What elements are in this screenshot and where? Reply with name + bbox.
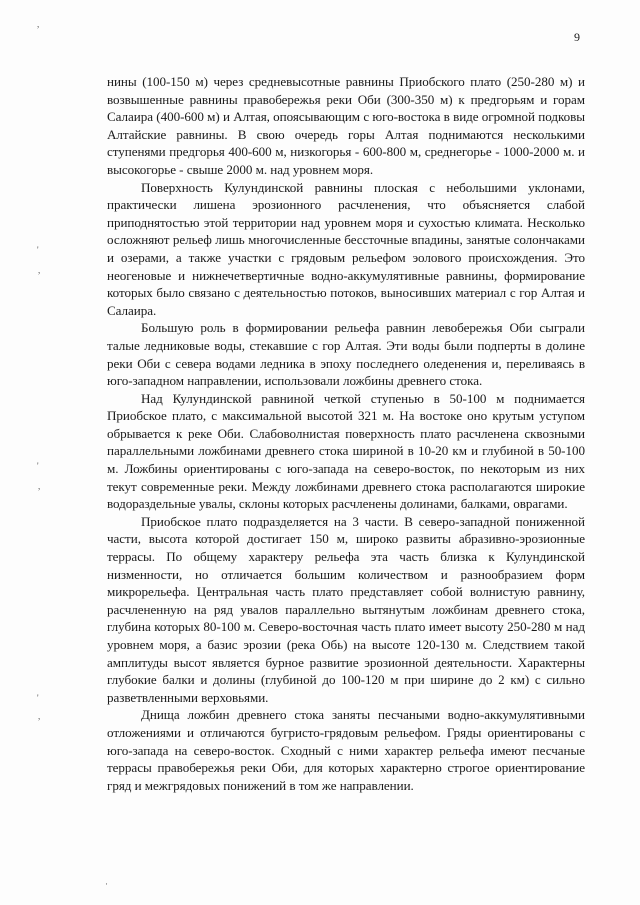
scan-mark: ' bbox=[37, 693, 39, 703]
paragraph-4: Над Кулундинской равниной четкой ступенью в 50-100 м поднимается Приобское плато, с максимальной высотой 321 м. На востоке оно крутым уступом обрывается к реке Оби. Слабоволнистая поверхность плато расчленена сквозными параллельными ложбинами древнего стока шириной в 10-20 км и глубиной в 50-100 м. Ложбины ориентированы с юго-запада на северо-восток, по некоторым из них текут современные реки. Между ложбинами древнего стока располагаются широкие водораздельные увалы, склоны которых расчленены долинами, балками, оврагами. bbox=[107, 390, 585, 512]
paragraph-2: Поверхность Кулундинской равнины плоская с небольшими уклонами, практически лишена эрозионного расчленения, что объясняется слабой приподнятостью этой территории над уровнем моря и сухостью климата. Несколько осложняют рельеф лишь многочисленные бессточные впадины, занятые солончаками и озерами, а также участки с грядовым рельефом эолового происхождения. Это неогеновые и нижнечетвертичные водно-аккумулятивные равнины, формирование которых было связано с деятельностью потоков, выносивших материал с гор Алтая и Салаира. bbox=[107, 179, 585, 318]
scan-mark: , bbox=[38, 265, 41, 275]
paragraph-6: Днища ложбин древнего стока заняты песчаными водно-аккумулятивными отложениями и отличаются бугристо-грядовым рельефом. Гряды ориентированы с юго-запада на северо-восток. Сходный с ними характер рельефа имеют песчаные террасы правобережья реки Оби, для которых характерно строгое ориентирование гряд и межгрядовых понижений в том же направлении. bbox=[107, 707, 585, 793]
page-number: 9 bbox=[574, 30, 580, 44]
paragraph-3: Большую роль в формировании рельефа равнин левобережья Оби сыграли талые ледниковые воды, стекавшие с гор Алтая. Эти воды были подперты в долине реки Оби с севера водами ледника в эпоху последнего оледенения и, переливаясь в юго-западном направлении, использовали ложбины древнего стока. bbox=[107, 320, 585, 389]
text-body bbox=[107, 73, 585, 794]
paragraph-1: нины (100-150 м) через средневысотные равнины Приобского плато (250-280 м) и возвышенные равнины правобережья реки Оби (300-350 м) к предгорьям и горам Салаира (400-600 м) и Алтая, опоясывающим с юго-востока в виде огромной подковы Алтайские равнины. В свою очередь горы Алтая поднимаются несколькими ступенями предгорья 400-600 м, низкогорья - 600-800 м, среднегорье - 1000-2000 м. и высокогорье - свыше 2000 м. над уровнем моря. bbox=[107, 74, 585, 177]
scan-mark: ' bbox=[37, 461, 39, 471]
scan-mark: , bbox=[38, 711, 41, 721]
scan-mark: ' bbox=[37, 245, 39, 255]
scan-mark: , bbox=[38, 481, 41, 491]
scan-mark: , bbox=[37, 19, 40, 29]
paragraph-5: Приобское плато подразделяется на 3 части. В северо-западной пониженной части, высота которой достигает 150 м, широко развиты абразивно-эрозионные террасы. По общему характеру рельефа эта часть близка к Кулундинской низменности, но отличается большим количеством и разнообразием форм микрорельефа. Центральная часть плато представляет собой волнистую равнину, расчлененную на ряд увалов параллельно вытянутым ложбинам древнего стока, глубина которых 80-100 м. Северо-восточная часть плато имеет высоту 250-280 м над уровнем моря, а базис эрозии (река Обь) на высоте 120-130 м. Следствием такой амплитуды высот является бурное развитие эрозионной деятельности. Характерны глубокие балки и долины (глубиной до 100-120 м при ширине до 2 км) с сильно разветвленными верховьями. bbox=[107, 513, 585, 705]
scan-mark: · bbox=[105, 879, 108, 889]
